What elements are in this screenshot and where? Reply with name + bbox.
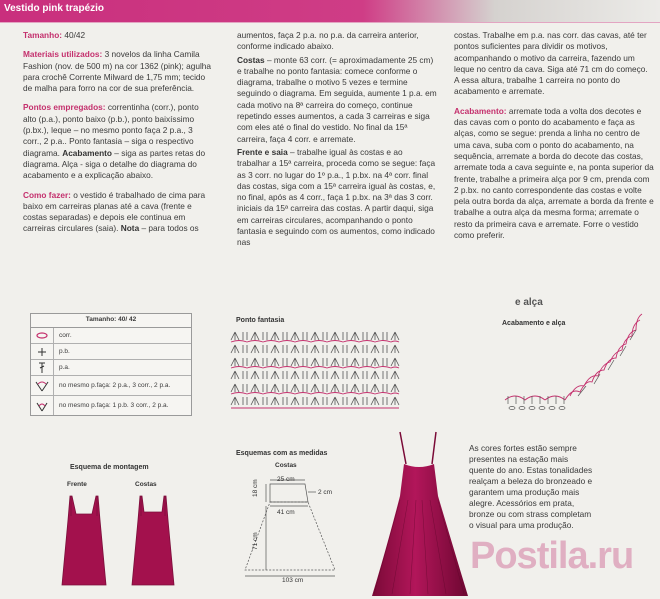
measure-41cm: 41 cm bbox=[277, 509, 295, 516]
watermark: Postila.ru bbox=[470, 535, 634, 577]
dress-photo bbox=[370, 430, 470, 599]
legend-row bbox=[31, 328, 191, 344]
legend-row bbox=[31, 344, 191, 360]
page-title: Vestido pink trapézio bbox=[4, 3, 105, 14]
acabamento-alca-caption: Acabamento e alça bbox=[502, 320, 566, 327]
costas-measure-label: Costas bbox=[275, 462, 297, 469]
materiais-text: 3 novelos da linha Camila Fashion (nov. de 500 m) na cor 1362 (pink); agulha para crochê Corrente Milward de 1,75 mm; tecido de malha para forro na cor de sua preferência. bbox=[23, 49, 212, 94]
como-text: o vestido é trabalhado de cima para baixo em carreiras planas até a cava (frente e costas separadas) e depois ele continua em carreiras circulares (saia). bbox=[23, 189, 206, 234]
alca-fragment-caption: e alça bbox=[515, 297, 543, 308]
col3-intro: costas. Trabalhe em p.a. nas corr. das cavas, até ter pontos suficientes para dividir os motivos, acompanhando o motivo da carreira, fazendo um leque no centro da cava. Siga até 71 cm do começo. A essa altura, trabalhe 1 carreira no ponto do acabamento e arremate. bbox=[454, 30, 648, 97]
pontos-label: Pontos empregados: bbox=[23, 102, 106, 113]
divider bbox=[0, 22, 660, 23]
measure-103cm: 103 cm bbox=[282, 577, 304, 584]
esquemas-medidas-caption: Esquemas com as medidas bbox=[236, 450, 328, 457]
frente-shape bbox=[62, 496, 106, 585]
legend-label: no mesmo p.faça: 2 p.a., 3 corr., 2 p.a. bbox=[59, 382, 171, 389]
stitch-chart bbox=[229, 330, 401, 410]
legend-label: p.b. bbox=[59, 348, 70, 355]
medidas-diagram bbox=[230, 470, 355, 585]
costas-bold: Costas bbox=[237, 54, 265, 65]
column-1 bbox=[23, 30, 213, 243]
ellipse-icon bbox=[31, 328, 54, 343]
costas-label: Costas bbox=[135, 481, 157, 488]
frente-bold: Frente e saia bbox=[237, 146, 288, 157]
header-bar bbox=[0, 0, 660, 22]
esquema-montagem-diagram bbox=[60, 490, 200, 590]
acabamento-text: – siga as partes retas do diagrama. Alça - siga o detalhe do diagrama do acabamento e a explicação abaixo. bbox=[23, 147, 206, 181]
tamanho-paragraph bbox=[23, 30, 213, 41]
como-label: Como fazer: bbox=[23, 189, 71, 200]
nota-text: – para todos os bbox=[139, 223, 199, 234]
increase-icon bbox=[31, 376, 54, 395]
legend-label: corr. bbox=[59, 332, 72, 339]
tall-stitch-icon bbox=[31, 360, 54, 375]
cross-icon bbox=[31, 344, 54, 359]
legend-row bbox=[31, 376, 191, 396]
measure-25cm: 25 cm bbox=[277, 476, 295, 483]
legend-label: no mesmo p.faça: 1 p.b. 3 corr., 2 p.a. bbox=[59, 402, 169, 409]
costas-shape bbox=[132, 496, 174, 585]
nota-bold: Nota bbox=[120, 223, 140, 234]
column-3 bbox=[454, 30, 654, 249]
ponto-fantasia-caption: Ponto fantasia bbox=[236, 317, 285, 324]
legend-row bbox=[31, 396, 191, 415]
legend-table bbox=[30, 313, 192, 416]
costas-paragraph bbox=[237, 55, 437, 145]
como-paragraph bbox=[23, 190, 213, 235]
frente-label: Frente bbox=[67, 481, 87, 488]
acabamento-label: Acabamento: bbox=[454, 105, 507, 116]
pontos-text: correntinha (corr.), ponto alto (p.a.), ponto baixo (p.b.), ponto baixíssimo (p.bx.), leque – no mesmo ponto faça 2 p.a., 3 corr., 2 p.a.. Ponto fantasia – siga o respectivo diagrama. bbox=[23, 102, 199, 158]
column-2 bbox=[237, 30, 437, 257]
acabamento-instructions: arremate toda a volta dos decotes e das cavas com o ponto do acabamento e faça as alças, como se segue: prenda a linha no centro de uma cava, suba com o ponto do acabamento, na sequência, arremate a borda do decote das costas, arremate toda a cava seguinte e, na ponta superior da frente, trabalhe a primeira alça por 9 cm, prenda com 2 p.bx. no canto correspondente das costas e volte pela outra borda da alça, arremate a borda da frente e trabalhe a outra alça da mesma forma; arremate o resto da primeira cava e arremate. Forre o vestido como preferir. bbox=[454, 105, 654, 241]
acabamento-paragraph bbox=[454, 106, 654, 242]
costas-text: – monte 63 corr. (= aproximadamente 25 cm) e trabalhe no ponto fantasia: comece conforme o diagrama, trabalhe o motivo 5 vezes e termine seguindo o diagrama. Em seguida, aumente 1 p.a. em cada motivo na 8ª carreira do começo, continue repetindo esses aumentos, a cada 3 carreiras e siga com eles até o final do vestido. No final da 15ª carreira, faça 4 corr. e arremate. bbox=[237, 54, 437, 144]
pontos-paragraph bbox=[23, 102, 213, 181]
legend-row bbox=[31, 360, 191, 376]
acabamento-diagram bbox=[500, 300, 650, 412]
tamanho-label: Tamanho: bbox=[23, 30, 63, 40]
col2-intro: aumentos, faça 2 p.a. no p.a. da carreira anterior, conforme indicado abaixo. bbox=[237, 30, 419, 52]
esquema-montagem-caption: Esquema de montagem bbox=[70, 464, 149, 471]
materiais-paragraph bbox=[23, 49, 213, 94]
fan-icon bbox=[31, 396, 54, 415]
legend-label: p.a. bbox=[59, 364, 70, 371]
acabamento-bold: Acabamento bbox=[62, 147, 112, 158]
side-paragraph: As cores fortes estão sempre presentes na estação mais quente do ano. Estas tonalidades realçam a beleza do bronzeado e garantem uma produção mais alegre. Acessórios em prata, bronze ou com strass completam o visual para uma produção. bbox=[469, 443, 593, 530]
measure-71cm: 71 cm bbox=[252, 532, 259, 550]
frente-paragraph bbox=[237, 147, 437, 249]
measure-2cm: 2 cm bbox=[318, 489, 333, 496]
frente-text: – trabalhe igual às costas e ao trabalhar a 15ª carreira, proceda como se segue: faça as 3 corr. no lugar do 1º p.a., 1 p.bx. na 4ª corr. final das costas, siga com a 15ª carreira igual às costas, e, no final, após as 4 corr., faça 1 p.bx. na 3ª das 3 corr. iniciais da 15ª carreira das costas. A partir daqui, siga em carreiras circulares, acompanhando o ponto fantasia e seguindo com os aumentos, como indicado nas bbox=[237, 146, 436, 248]
materiais-label: Materiais utilizados: bbox=[23, 49, 103, 60]
measure-18cm: 18 cm bbox=[252, 479, 259, 497]
legend-title: Tamanho: 40/ 42 bbox=[31, 314, 191, 328]
tamanho-value: 40/42 bbox=[62, 30, 86, 40]
